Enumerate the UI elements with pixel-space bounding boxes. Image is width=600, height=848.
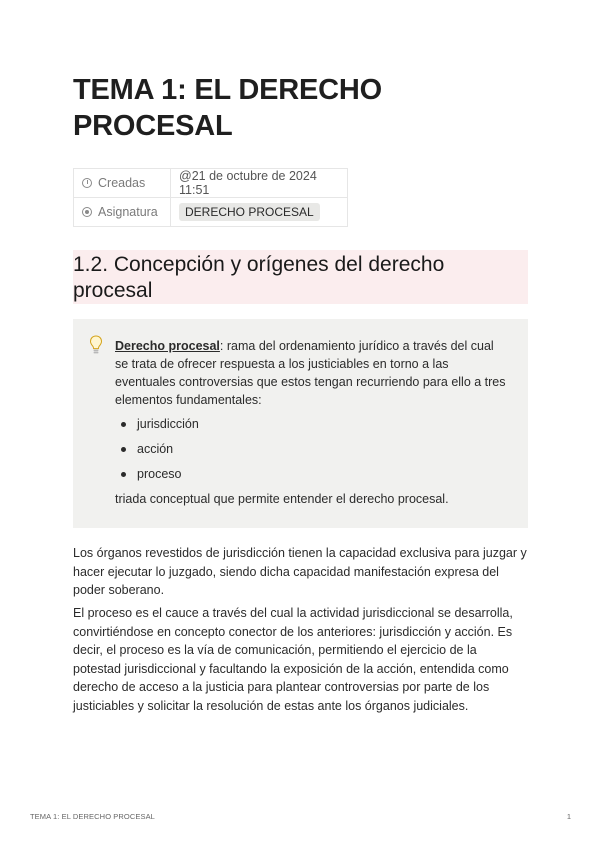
definition-text: : rama del ordenamiento jurídico a través del cual se trata de ofrecer respuesta a los justiciables en torno a las eventuales controversias que estos tengan recurriendo para ello a tres elementos fundamentales: [115, 339, 506, 407]
body-paragraph: El proceso es el cauce a través del cual la actividad jurisdiccional se desarrolla, convirtiéndose en concepto conector de los anteriores: jurisdicción y acción. Es decir, el proceso es la vía de comunicación, permitiendo el ejercicio de la potestad jurisdiccional y facultando la exposición de la acción, entendida como derecho de acceso a la justicia para plantear controversias por parte de los justiciables y solicitar la resolución de estas ante los órganos judiciales. [73, 606, 513, 713]
property-row-created [74, 169, 348, 198]
property-value-created[interactable]: @21 de octubre de 2024 11:51 [171, 169, 348, 198]
closing-text: triada conceptual que permite entender el derecho procesal. [115, 492, 449, 506]
list-item: jurisdicción [115, 415, 510, 440]
body-paragraph: Los órganos revestidos de jurisdicción tienen la capacidad exclusiva para juzgar y hacer ejecutar lo juzgado, siendo dicha capacidad manifestación expresa del poder soberano. [73, 546, 527, 597]
list-item: proceso [115, 465, 510, 490]
callout-box [73, 319, 528, 528]
callout-content [115, 337, 510, 508]
page-number: 1 [566, 812, 571, 821]
section-heading: 1.2. Concepción y orígenes del derecho procesal [73, 250, 528, 304]
list-item: acción [115, 440, 510, 465]
elements-list [115, 415, 510, 490]
property-value-subject[interactable] [171, 198, 348, 227]
select-icon [82, 207, 92, 217]
defined-term: Derecho procesal [115, 339, 220, 353]
subject-tag[interactable]: DERECHO PROCESAL [179, 203, 320, 221]
property-key: Creadas [74, 169, 171, 198]
definition-paragraph [115, 337, 510, 409]
clock-icon [82, 178, 92, 188]
property-row-subject [74, 198, 348, 227]
page-title: TEMA 1: EL DERECHO PROCESAL [73, 74, 382, 142]
footer-label: TEMA 1: EL DERECHO PROCESAL [30, 812, 155, 821]
properties-table [73, 168, 348, 227]
lightbulb-icon [89, 335, 103, 355]
property-key: Asignatura [74, 198, 171, 227]
